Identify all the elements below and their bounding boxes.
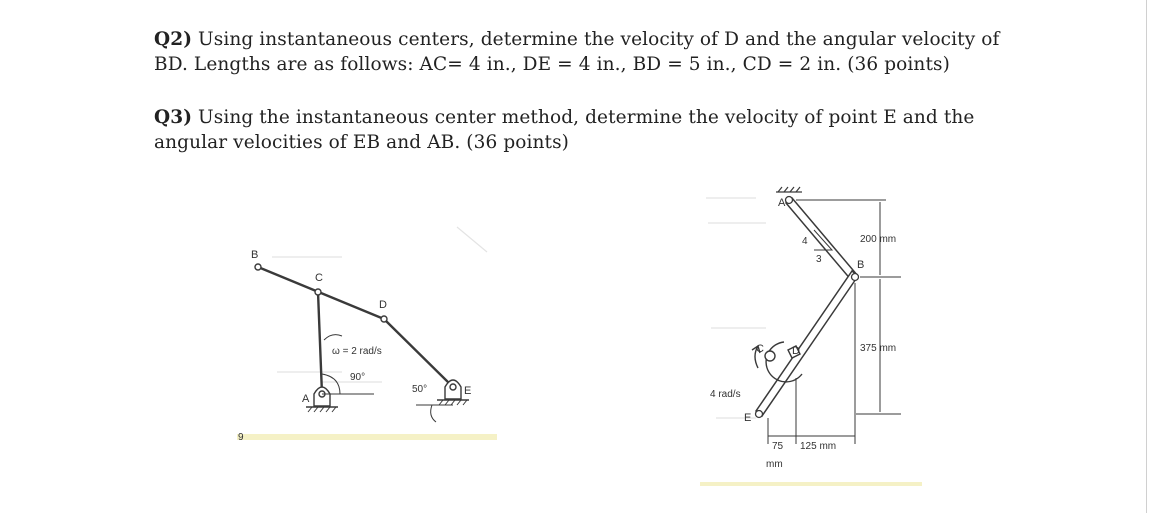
link-DE: [384, 319, 453, 387]
question-2-text: Using instantaneous centers, determine the velocity of D and the angular velocity of BD. Lengths are as follows: AC= 4 in., DE = 4 in., BD = 5 in., CD = 2 in. (36 points): [154, 29, 1000, 75]
angle-50-arc: [431, 405, 436, 422]
label-E: E: [744, 412, 752, 424]
link-BE: [756, 271, 858, 416]
page-mark-label: 9: [238, 432, 244, 443]
joint-D: [381, 316, 387, 322]
joint-B: [255, 264, 261, 270]
joint-A: [786, 197, 793, 204]
highlight-strip: [700, 482, 922, 486]
label-B: B: [251, 249, 259, 261]
joint-C: [315, 289, 321, 295]
label-A: A: [302, 393, 310, 405]
omega-label: 4 rad/s: [710, 389, 741, 400]
dim-375-label: 375 mm: [860, 343, 897, 354]
label-D: D: [379, 299, 387, 311]
figure-q3-mechanism: [696, 178, 926, 490]
label-E: E: [464, 385, 472, 397]
omega-label: ω = 2 rad/s: [332, 346, 382, 357]
link-AC: [318, 292, 322, 394]
question-3-number: Q3): [154, 107, 193, 128]
angle-50-label: 50°: [412, 384, 428, 395]
question-3-text: Using the instantaneous center method, determine the velocity of point E and the angular velocities of EB and AB. (36 points): [154, 107, 975, 153]
background-artifact: [706, 198, 766, 418]
joint-E: [756, 411, 763, 418]
label-D: D: [792, 345, 800, 357]
slope-rise-label: 4: [802, 236, 808, 247]
label-C: C: [756, 343, 764, 355]
dim-75-label: 75: [772, 441, 784, 452]
ground-support-A: [776, 187, 802, 192]
dim-200-label: 200 mm: [860, 234, 897, 245]
label-A: A: [778, 197, 786, 209]
dim-75-unit-label: mm: [766, 459, 783, 470]
label-C: C: [315, 272, 323, 284]
page-right-border: [1146, 0, 1147, 513]
question-2: [154, 27, 1024, 77]
angle-90-label: 90°: [350, 372, 366, 383]
highlight-strip: [237, 434, 497, 440]
ground-support-A: [306, 387, 338, 412]
question-2-number: Q2): [154, 29, 193, 50]
omega-arc: [324, 335, 342, 340]
figure-q2-linkage: [232, 212, 502, 452]
slope-run-label: 3: [816, 254, 822, 265]
joint-B: [852, 274, 859, 281]
question-3: [154, 105, 1024, 155]
dim-125-label: 125 mm: [800, 441, 837, 452]
label-B: B: [857, 259, 865, 271]
